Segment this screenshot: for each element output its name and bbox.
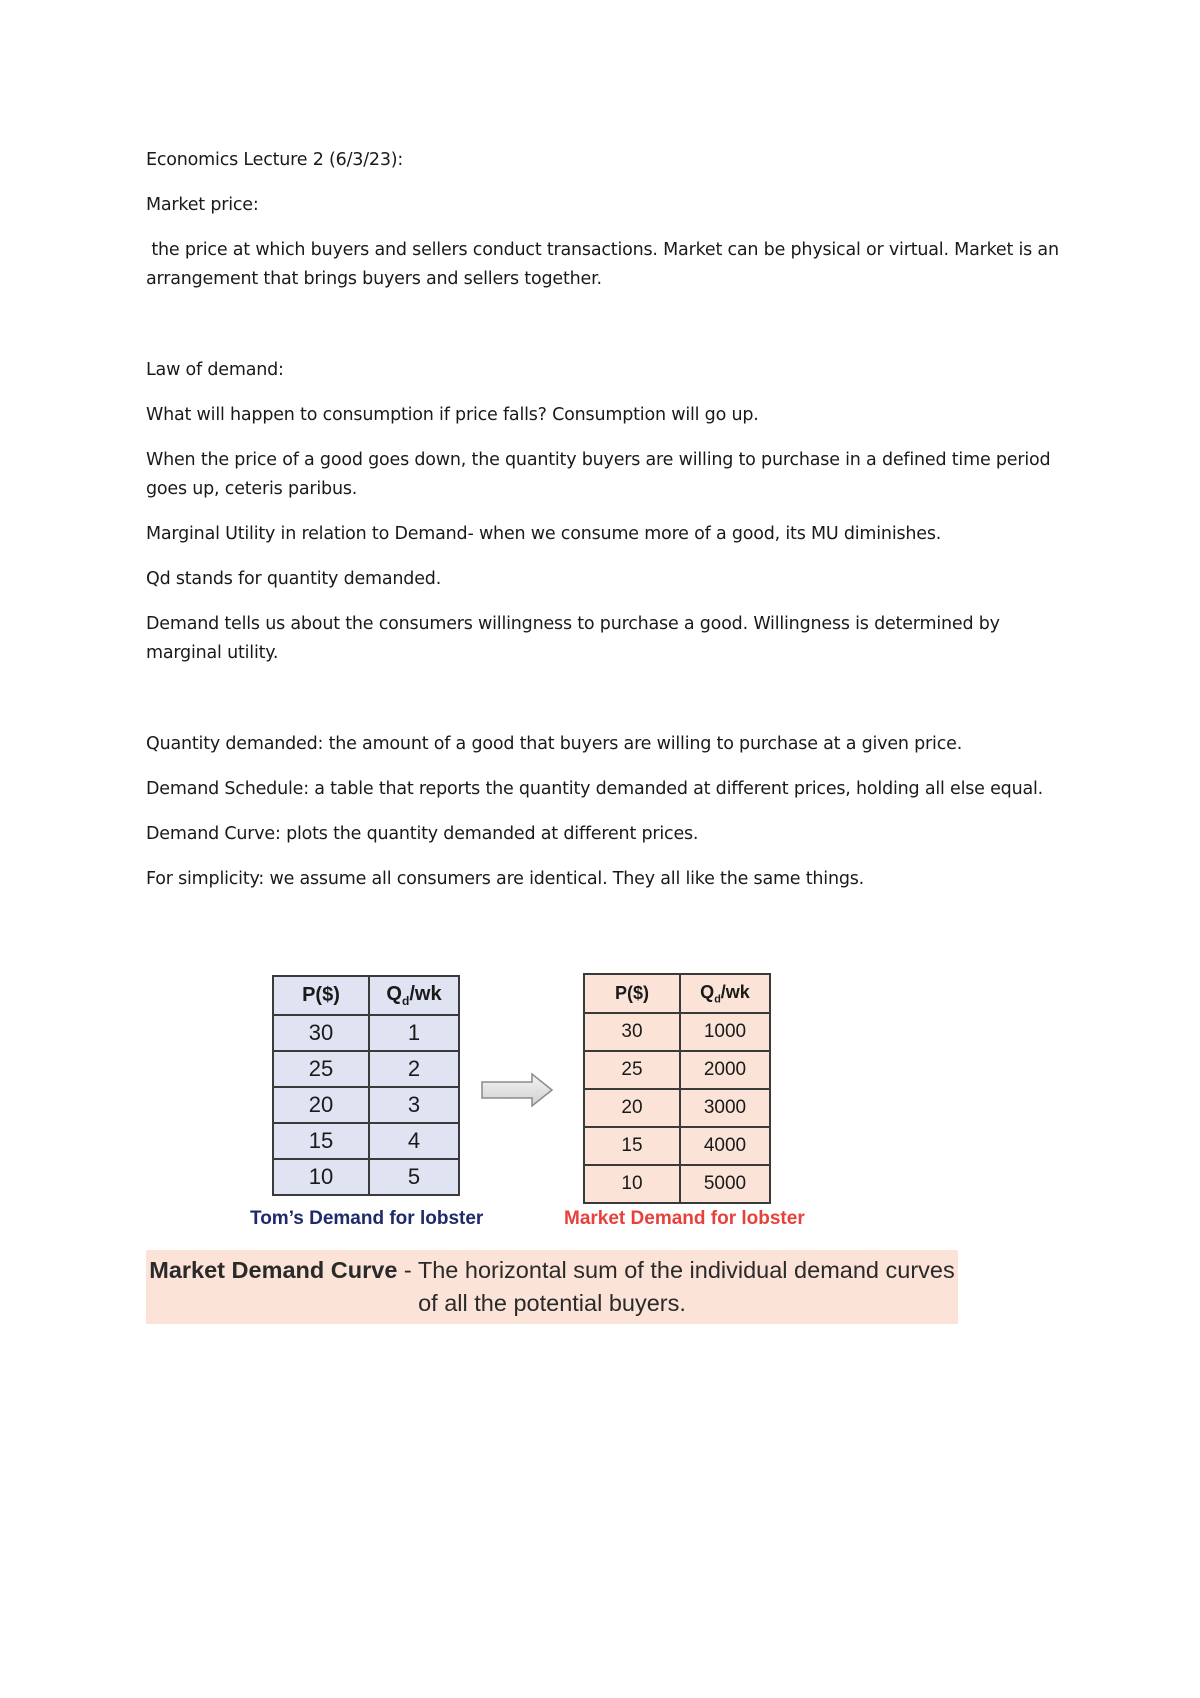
price-cell: 30 — [273, 1015, 369, 1051]
price-cell: 20 — [584, 1089, 680, 1127]
definition-term: Market Demand Curve — [149, 1257, 398, 1283]
willingness-note: Demand tells us about the consumers willingness to purchase a good. Willingness is determined by marginal utility. — [146, 614, 1000, 663]
demand-curve-definition: Demand Curve: plots the quantity demanded at different prices. — [146, 824, 699, 844]
table-row — [584, 1127, 770, 1165]
table-row — [273, 1051, 459, 1087]
quantity-cell: 5000 — [680, 1165, 770, 1203]
price-cell: 25 — [273, 1051, 369, 1087]
market-price-heading: Market price: — [146, 195, 259, 215]
table-row — [584, 1013, 770, 1051]
market-table-caption: Market Demand for lobster — [564, 1208, 805, 1229]
quantity-cell: 3000 — [680, 1089, 770, 1127]
table-row — [584, 1165, 770, 1203]
price-cell: 10 — [273, 1159, 369, 1195]
price-cell: 30 — [584, 1013, 680, 1051]
quantity-cell: 3 — [369, 1087, 459, 1123]
quantity-cell: 1000 — [680, 1013, 770, 1051]
table-row — [584, 1051, 770, 1089]
price-cell: 15 — [273, 1123, 369, 1159]
market-demand-curve-definition — [146, 1250, 958, 1324]
market-price-definition: the price at which buyers and sellers conduct transactions. Market can be physical or virtual. Market is an arrangement that brings buyers and sellers together. — [146, 240, 1065, 289]
tom-table-caption: Tom’s Demand for lobster — [250, 1208, 484, 1229]
price-cell: 25 — [584, 1051, 680, 1089]
quantity-cell: 1 — [369, 1015, 459, 1051]
table-header-row — [273, 976, 459, 1015]
definition-text: - The horizontal sum of the individual demand curves of all the potential buyers. — [397, 1257, 955, 1316]
quantity-cell: 5 — [369, 1159, 459, 1195]
qd-note: Qd stands for quantity demanded. — [146, 569, 442, 589]
price-header: P($) — [584, 974, 680, 1013]
price-cell: 15 — [584, 1127, 680, 1165]
quantity-cell: 2000 — [680, 1051, 770, 1089]
table-row — [273, 1159, 459, 1195]
quantity-cell: 4000 — [680, 1127, 770, 1165]
price-cell: 10 — [584, 1165, 680, 1203]
simplicity-note: For simplicity: we assume all consumers are identical. They all like the same things. — [146, 869, 865, 889]
table-header-row — [584, 974, 770, 1013]
quantity-header: $Q_d/wk$ — [369, 976, 459, 1015]
lecture-notes — [146, 146, 1066, 894]
market-demand-table — [583, 973, 771, 1204]
law-of-demand-heading: Law of demand: — [146, 360, 284, 380]
price-header: P($) — [273, 976, 369, 1015]
quantity-header: $Q_d/wk$ — [680, 974, 770, 1013]
table-row — [273, 1015, 459, 1051]
page-title: Economics Lecture 2 (6/3/23): — [146, 150, 404, 170]
table-row — [584, 1089, 770, 1127]
table-row — [273, 1087, 459, 1123]
price-cell: 20 — [273, 1087, 369, 1123]
tom-demand-table — [272, 975, 460, 1196]
law-question: What will happen to consumption if price falls? Consumption will go up. — [146, 405, 759, 425]
marginal-utility-note: Marginal Utility in relation to Demand- when we consume more of a good, its MU diminishes. — [146, 524, 942, 544]
quantity-cell: 2 — [369, 1051, 459, 1087]
law-definition: When the price of a good goes down, the quantity buyers are willing to purchase in a defined time period goes up, ceteris paribus. — [146, 450, 1051, 499]
right-arrow-icon — [480, 1072, 554, 1108]
quantity-cell: 4 — [369, 1123, 459, 1159]
quantity-demanded-definition: Quantity demanded: the amount of a good that buyers are willing to purchase at a given price. — [146, 734, 963, 754]
demand-schedule-definition: Demand Schedule: a table that reports the quantity demanded at different prices, holding all else equal. — [146, 779, 1044, 799]
table-row — [273, 1123, 459, 1159]
